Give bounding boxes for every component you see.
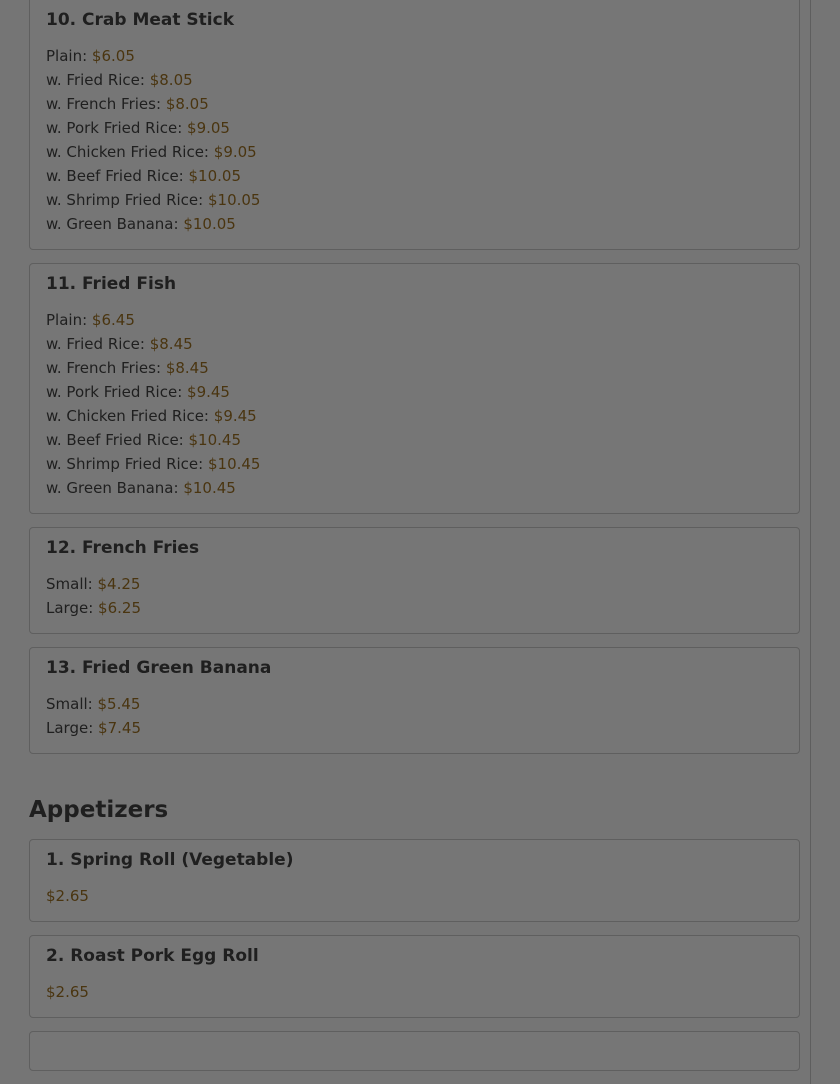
- price-label: w. Green Banana:: [46, 479, 179, 497]
- price-label: w. French Fries:: [46, 359, 162, 377]
- price-value: $10.05: [207, 191, 261, 209]
- price-option: [46, 68, 783, 92]
- price-value: $6.05: [91, 47, 135, 65]
- price-label: w. Pork Fried Rice:: [46, 119, 183, 137]
- price-label: Large:: [46, 719, 94, 737]
- price-value: $5.45: [97, 695, 141, 713]
- price-option: [46, 452, 783, 476]
- price-option: [46, 44, 783, 68]
- price-label: Plain:: [46, 47, 88, 65]
- price-option: [46, 428, 783, 452]
- price-value: $2.65: [46, 983, 89, 1001]
- price-value: $10.45: [188, 431, 242, 449]
- price-value: $9.45: [187, 383, 230, 401]
- price-value: $2.65: [46, 887, 89, 905]
- price-label: w. Fried Rice:: [46, 335, 145, 353]
- menu-item-title: 1. Spring Roll (Vegetable): [46, 850, 294, 870]
- menu-content: [29, 0, 800, 1084]
- price-value: $9.05: [213, 143, 257, 161]
- price-value: $10.05: [183, 215, 236, 233]
- price-list: [46, 558, 783, 633]
- menu-item-card[interactable]: [29, 935, 800, 1018]
- menu-item-title: 12. French Fries: [46, 538, 200, 558]
- price-label: Small:: [46, 695, 93, 713]
- price-option: [46, 596, 783, 620]
- price-option: [46, 92, 783, 116]
- price-option: [46, 164, 783, 188]
- price-option: [46, 716, 783, 740]
- price-value: $8.45: [165, 359, 209, 377]
- price-list: [46, 294, 783, 513]
- price-label: w. Chicken Fried Rice:: [46, 143, 209, 161]
- menu-item-card[interactable]: [29, 0, 800, 250]
- price-label: w. Green Banana:: [46, 215, 179, 233]
- menu-item-title: 10. Crab Meat Stick: [46, 10, 234, 30]
- price-label: w. Beef Fried Rice:: [46, 431, 184, 449]
- menu-item-title: 11. Fried Fish: [46, 274, 177, 294]
- menu-item-card[interactable]: [29, 527, 800, 634]
- price-value: $7.45: [98, 719, 141, 737]
- price-label: w. French Fries:: [46, 95, 162, 113]
- price-list: [46, 870, 783, 921]
- price-list: [46, 966, 783, 1017]
- menu-item-card[interactable]: [29, 839, 800, 922]
- price-label: w. Beef Fried Rice:: [46, 167, 184, 185]
- price-value: $8.45: [149, 335, 193, 353]
- price-option: [46, 116, 783, 140]
- price-option: [46, 572, 783, 596]
- price-option: [46, 332, 783, 356]
- section-title-appetizers: Appetizers: [29, 797, 169, 823]
- scrollbar-track[interactable]: [810, 0, 840, 1084]
- price-option: [46, 404, 783, 428]
- price-label: Plain:: [46, 311, 88, 329]
- price-value: $8.05: [149, 71, 193, 89]
- price-value: $9.45: [213, 407, 257, 425]
- price-label: w. Fried Rice:: [46, 71, 145, 89]
- price-value: $6.25: [98, 599, 141, 617]
- price-option: [46, 380, 783, 404]
- price-value: $6.45: [91, 311, 135, 329]
- price-option: [46, 356, 783, 380]
- price-value: $10.45: [183, 479, 236, 497]
- price-option: [46, 308, 783, 332]
- price-value: $9.05: [187, 119, 230, 137]
- price-value: $10.05: [188, 167, 242, 185]
- menu-item-card-partial[interactable]: [29, 1031, 800, 1071]
- price-option: [46, 140, 783, 164]
- menu-item-card[interactable]: [29, 647, 800, 754]
- price-list: [46, 30, 783, 249]
- price-option: [46, 212, 783, 236]
- price-value: $4.25: [97, 575, 141, 593]
- menu-item-card[interactable]: [29, 263, 800, 514]
- price-label: w. Shrimp Fried Rice:: [46, 455, 204, 473]
- price-option: [46, 188, 783, 212]
- menu-item-title: 2. Roast Pork Egg Roll: [46, 946, 259, 966]
- menu-item-title: 13. Fried Green Banana: [46, 658, 272, 678]
- price-label: w. Pork Fried Rice:: [46, 383, 183, 401]
- price-value: $8.05: [165, 95, 209, 113]
- price-option: [46, 980, 783, 1004]
- price-label: Small:: [46, 575, 93, 593]
- price-option: [46, 692, 783, 716]
- price-list: [46, 678, 783, 753]
- price-option: [46, 476, 783, 500]
- price-option: [46, 884, 783, 908]
- price-label: Large:: [46, 599, 94, 617]
- price-value: $10.45: [207, 455, 261, 473]
- price-label: w. Chicken Fried Rice:: [46, 407, 209, 425]
- price-label: w. Shrimp Fried Rice:: [46, 191, 204, 209]
